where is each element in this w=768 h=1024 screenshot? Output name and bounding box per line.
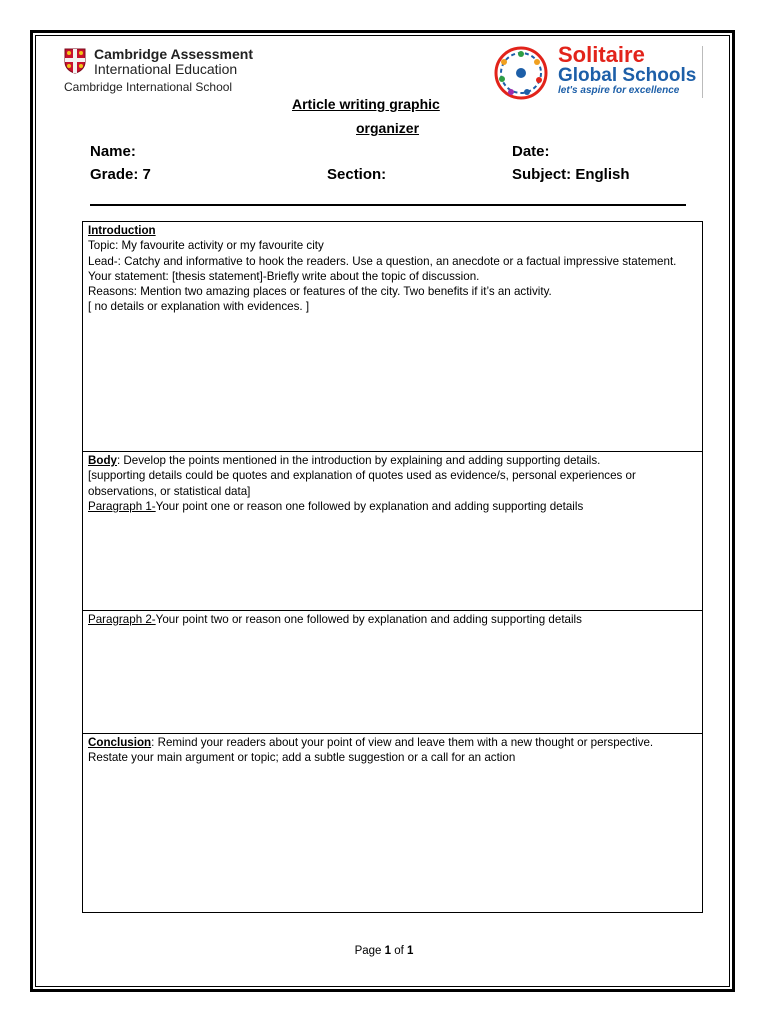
- cambridge-name-line2: International Education: [94, 61, 238, 77]
- introduction-topic: Topic: My favourite activity or my favourite city: [88, 239, 324, 253]
- conclusion-heading: Conclusion: [88, 736, 152, 749]
- name-label: Name:: [90, 143, 136, 160]
- introduction-box[interactable]: [82, 221, 703, 452]
- introduction-note: [ no details or explanation with evidences. ]: [88, 300, 310, 314]
- solitaire-name-line2: Global Schools: [558, 65, 697, 86]
- introduction-reasons: Reasons: Mention two amazing places or features of the city. Two benefits if it’s an activity.: [88, 285, 552, 299]
- page-footer: [0, 945, 768, 957]
- header-divider: [90, 204, 686, 206]
- body-box[interactable]: [82, 451, 703, 611]
- logo-divider: [702, 46, 703, 98]
- paragraph2-text: Your point two or reason one followed by explanation and adding supporting details: [155, 613, 582, 626]
- body-heading: Body: [88, 454, 117, 467]
- paragraph1-text: Your point one or reason one followed by explanation and adding supporting details: [155, 499, 584, 513]
- cambridge-school-name: Cambridge International School: [64, 80, 233, 94]
- conclusion-restate: Restate your main argument or topic; add a subtle suggestion or a call for an action: [88, 751, 516, 765]
- body-support: [supporting details could be quotes and explanation of quotes used as evidence/s, personal experiences or observations, or statistical data]: [88, 469, 636, 498]
- introduction-heading: Introduction: [88, 224, 156, 237]
- solitaire-children-circle-icon: [492, 46, 550, 100]
- footer-page-word: Page: [354, 945, 385, 957]
- cambridge-shield-icon: [64, 48, 86, 74]
- footer-page-number: 1: [384, 945, 392, 957]
- solitaire-tagline: let's aspire for excellence: [558, 85, 680, 96]
- section-label: Section:: [327, 166, 387, 183]
- paragraph1-label: Paragraph 1-: [88, 499, 156, 513]
- solitaire-name-line1: Solitaire: [558, 42, 645, 67]
- footer-of-word: of: [391, 945, 408, 957]
- page-title-line1: Article writing graphic: [292, 96, 440, 112]
- introduction-statement: Your statement: [thesis statement]-Briefly write about the topic of discussion.: [88, 269, 480, 283]
- solitaire-logo: [492, 42, 704, 100]
- body-text: : Develop the points mentioned in the introduction by explaining and adding supporting details.: [116, 454, 601, 467]
- conclusion-text: : Remind your readers about your point of view and leave them with a new thought or perspective.: [151, 736, 654, 749]
- paragraph2-box[interactable]: [82, 610, 703, 734]
- page-title-line2: organizer: [356, 120, 420, 136]
- grade-label: Grade: 7: [90, 166, 151, 183]
- subject-label: Subject: English: [512, 166, 630, 183]
- paragraph2-label: Paragraph 2-: [88, 613, 156, 626]
- introduction-lead: Lead-: Catchy and informative to hook the readers. Use a question, an anecdote or a factual impressive statement.: [88, 254, 677, 268]
- cambridge-name-line1: Cambridge Assessment: [94, 46, 253, 62]
- date-label: Date:: [512, 143, 550, 160]
- conclusion-box[interactable]: [82, 733, 703, 913]
- footer-page-total: 1: [407, 945, 414, 957]
